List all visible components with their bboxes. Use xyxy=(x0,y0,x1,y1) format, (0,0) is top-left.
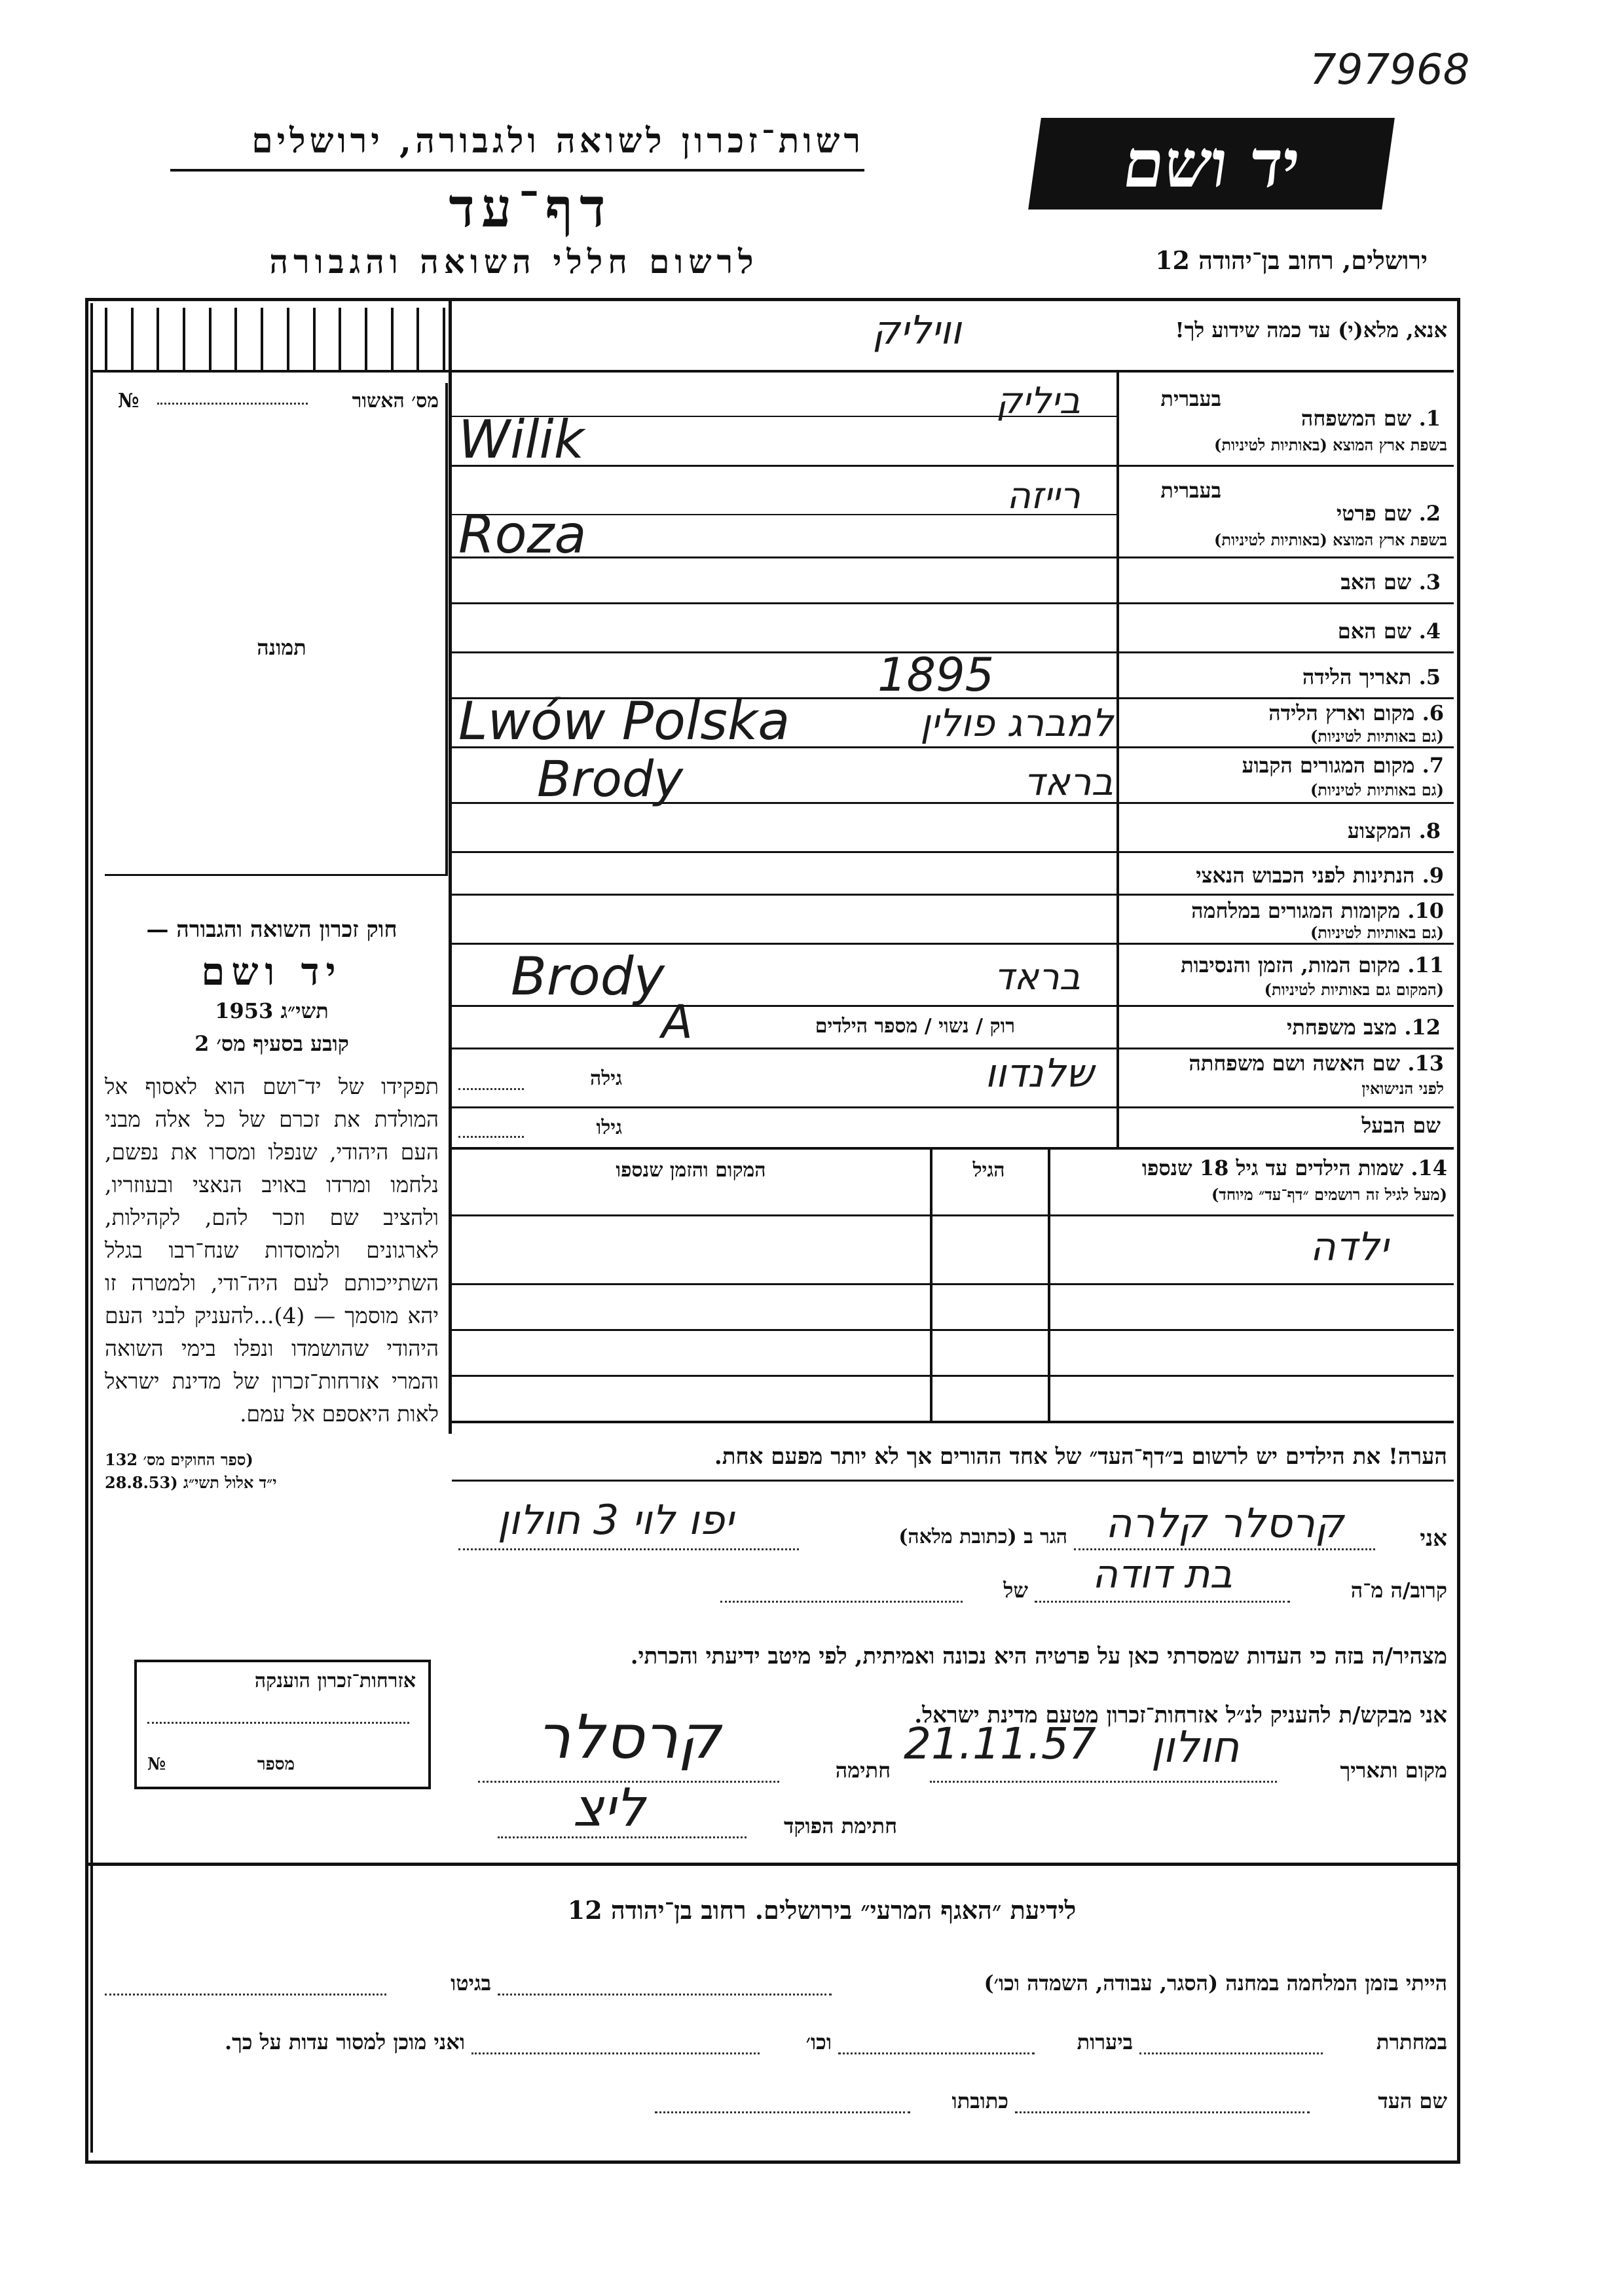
field-7-latin-value: Brody xyxy=(537,750,684,808)
place-date-label: מקום ותאריך xyxy=(1340,1758,1447,1783)
decl-residing: הגר ב (כתובת מלאה) xyxy=(898,1525,1067,1548)
field-13-label: 13. שם האשה ושם משפחתה xyxy=(1189,1051,1444,1076)
children-place-col: המקום והזמן שנספו xyxy=(616,1159,766,1182)
footer-title: לידיעת ״האגף המרעי״ בירושלים. רחוב בן־יהודה 12 xyxy=(567,1895,1077,1925)
official-signature-value: ליצ xyxy=(572,1777,646,1838)
field-2-latin-value: Roza xyxy=(458,504,587,565)
place-value: חולון xyxy=(1151,1722,1240,1772)
in-hebrew-label-1: בעברית xyxy=(1160,386,1221,411)
field-2-hebrew-value: רייזה xyxy=(1006,475,1080,517)
archive-number: 797968 xyxy=(1310,46,1470,94)
field-3-label: 3. שם האב xyxy=(1340,570,1441,594)
husband-label: שם הבעל xyxy=(1361,1113,1441,1138)
field-7-sub: (גם באותיות לטיניות) xyxy=(1310,780,1444,799)
intro-handwriting: וויליק xyxy=(872,308,962,354)
decl-request: אני מבקש/ת להעניק לנ״ל אזרחות־זכרון מטעם מדינת ישראל. xyxy=(914,1702,1447,1728)
field-1-label: 1. שם המשפחה xyxy=(1301,406,1441,431)
law-title: חוק זכרון השואה והגבורה — xyxy=(146,917,397,943)
footer-line1-a: הייתי בזמן המלחמה במחנה (הסגר, עבודה, השמדה וכו׳) xyxy=(984,1971,1447,1995)
field-10-label: 10. מקומות המגורים במלחמה xyxy=(1191,898,1444,923)
footer-witness-address-label: כתובתו xyxy=(951,2088,1008,2113)
photo-number-bars xyxy=(105,308,445,370)
children-title: 14. שמות הילדים עד גיל 18 שנספו xyxy=(1141,1156,1447,1180)
footer-line2-b: ביערות xyxy=(1077,2030,1133,2054)
cert-no-label: מס׳ האשור xyxy=(352,390,439,412)
children-age-col: הגיל xyxy=(972,1159,1005,1182)
memorial-no-label: מספר xyxy=(257,1755,295,1774)
field-6-sub: (גם באותיות לטיניות) xyxy=(1310,727,1444,746)
footer-line1-b: בגיטו xyxy=(451,1971,491,1995)
law-ref-2: י״ד אלול תשי״ג (28.8.53 xyxy=(105,1473,277,1492)
children-sub: (מעל לגיל זה רושמים ״דף־עד״ מיוחד) xyxy=(1211,1185,1447,1204)
field-6-label: 6. מקום וארץ הלידה xyxy=(1268,701,1444,725)
decl-of: של xyxy=(1003,1578,1028,1603)
signature-value: קרסלר xyxy=(536,1702,721,1772)
marital-mark: A xyxy=(661,995,693,1049)
children-note: הערה! את הילדים יש לרשום ב״דף־העד״ של אחד ההורים אך לא יותר מפעם אחת. xyxy=(714,1444,1447,1470)
date-value: 21.11.57 xyxy=(904,1719,1096,1769)
decl-statement: מצהיר/ה בזה כי העדות שמסרתי כאן על פרטיה היא נכונה ואמיתית, לפי מיטב ידיעתי והכרתי. xyxy=(630,1643,1447,1669)
wife-name-value: שלנדוו xyxy=(984,1051,1094,1097)
field-10-sub: (גם באותיות לטיניות) xyxy=(1310,923,1444,942)
page-title: דף־עד xyxy=(449,177,612,240)
yad-vashem-logo: יד ושם xyxy=(1028,118,1395,210)
field-9-label: 9. הנתינות לפני הכבוש הנאצי xyxy=(1196,863,1444,888)
field-2-label: 2. שם פרטי xyxy=(1336,501,1441,526)
declarant-address-value: יפו לוי 3 חולון xyxy=(497,1496,734,1544)
official-signature-label: חתימת הפוקד xyxy=(784,1813,897,1838)
law-year: תשי״ג 1953 xyxy=(215,998,329,1023)
footer-witness-name-label: שם העד xyxy=(1378,2088,1447,2113)
field-4-label: 4. שם האם xyxy=(1337,619,1441,644)
field-11-hebrew-value: בראד xyxy=(994,956,1080,998)
address: ירושלים, רחוב בן־יהודה 12 xyxy=(1155,246,1428,275)
field-11-label: 11. מקום המות, הזמן והנסיבות xyxy=(1181,953,1444,977)
law-name: יד ושם xyxy=(201,949,342,994)
signature-label: חתימה xyxy=(835,1758,891,1783)
field-5-label: 5. תאריך הלידה xyxy=(1302,665,1441,689)
field-11-sub: (המקום גם באותיות לטיניות) xyxy=(1264,980,1444,999)
field-6-latin-value: Lwów Polska xyxy=(458,691,790,752)
field-2-sub: בשפת ארץ המוצא (באותיות לטיניות) xyxy=(1214,530,1447,549)
footer-line2-a: במחתרת xyxy=(1376,2030,1447,2054)
field-7-hebrew-value: בראד xyxy=(1024,759,1113,804)
no-sign: № xyxy=(118,390,139,412)
memorial-no-sign: № xyxy=(147,1755,166,1774)
decl-relative: קרוב/ה מ־ה xyxy=(1350,1578,1447,1603)
intro-text: אנא, מלא(י) עד כמה שידוע לך! xyxy=(1175,318,1447,342)
marital-options: רוק / נשוי / מספר הילדים xyxy=(815,1015,1015,1038)
wife-age-label: גילה xyxy=(589,1067,622,1090)
law-ref-1: (ספר החוקים מס׳ 132 xyxy=(105,1450,253,1469)
field-1-sub: בשפת ארץ המוצא (באותיות לטיניות) xyxy=(1214,435,1447,454)
field-7-label: 7. מקום המגורים הקבוע xyxy=(1242,753,1444,778)
field-5-value: 1895 xyxy=(877,648,995,702)
declarant-name-value: קרסלר קלרה xyxy=(1105,1499,1344,1547)
relation-value: בת דודה xyxy=(1092,1552,1233,1597)
footer-line2-c: וכו׳ xyxy=(805,2030,832,2054)
decl-ani: אני xyxy=(1420,1525,1447,1552)
in-hebrew-label-2: בעברית xyxy=(1160,478,1221,503)
footer-line2-d: ואני מוכן למסור עדות על כך. xyxy=(224,2030,465,2054)
field-1-hebrew-value: ביליק xyxy=(996,380,1080,422)
photo-box xyxy=(105,383,448,876)
child-name-value: ילדה xyxy=(1310,1224,1388,1270)
field-12-label: 12. מצב משפחתי xyxy=(1287,1015,1441,1040)
field-8-label: 8. המקצוע xyxy=(1347,818,1441,843)
law-section: קובע בסעיף מס׳ 2 xyxy=(194,1031,349,1056)
field-13-sub: לפני הנישואין xyxy=(1361,1079,1444,1098)
authority-name: רשות־זכרון לשואה ולגבורה, ירושלים xyxy=(251,121,864,161)
husband-age-label: גילו xyxy=(596,1116,622,1139)
field-11-latin-value: Brody xyxy=(511,946,665,1007)
page-subtitle: לרשום חללי השואה והגבורה xyxy=(269,242,759,281)
memorial-box-label: אזרחות־זכרון הוענקה xyxy=(254,1669,416,1692)
photo-label: תמונה xyxy=(257,635,306,660)
field-6-hebrew-value: למברג פולין xyxy=(920,701,1113,745)
field-1-latin-value: Wilik xyxy=(458,409,585,470)
law-text: תפקידו של יד־ושם הוא לאסוף אל המולדת את זכרם של כל אלה מבני העם היהודי, שנפלו ומסרו את נפשם, נלחמו ומרדו באויב הנאצי ובעוזריו, ולהציב שם וזכר להם, לקהילות, לארגונים ולמוסדות שנח־רבו בגלל השתייכותם לעם היה־ודי, ולמטרה זו יהא מוסמך — (4)...להעניק לבני העם היהודי שהושמדו ונפלו בימי השואה והמרי אזרחות־זכרון של מדינת ישראל לאות היאספם אל עמם. xyxy=(105,1074,439,1427)
